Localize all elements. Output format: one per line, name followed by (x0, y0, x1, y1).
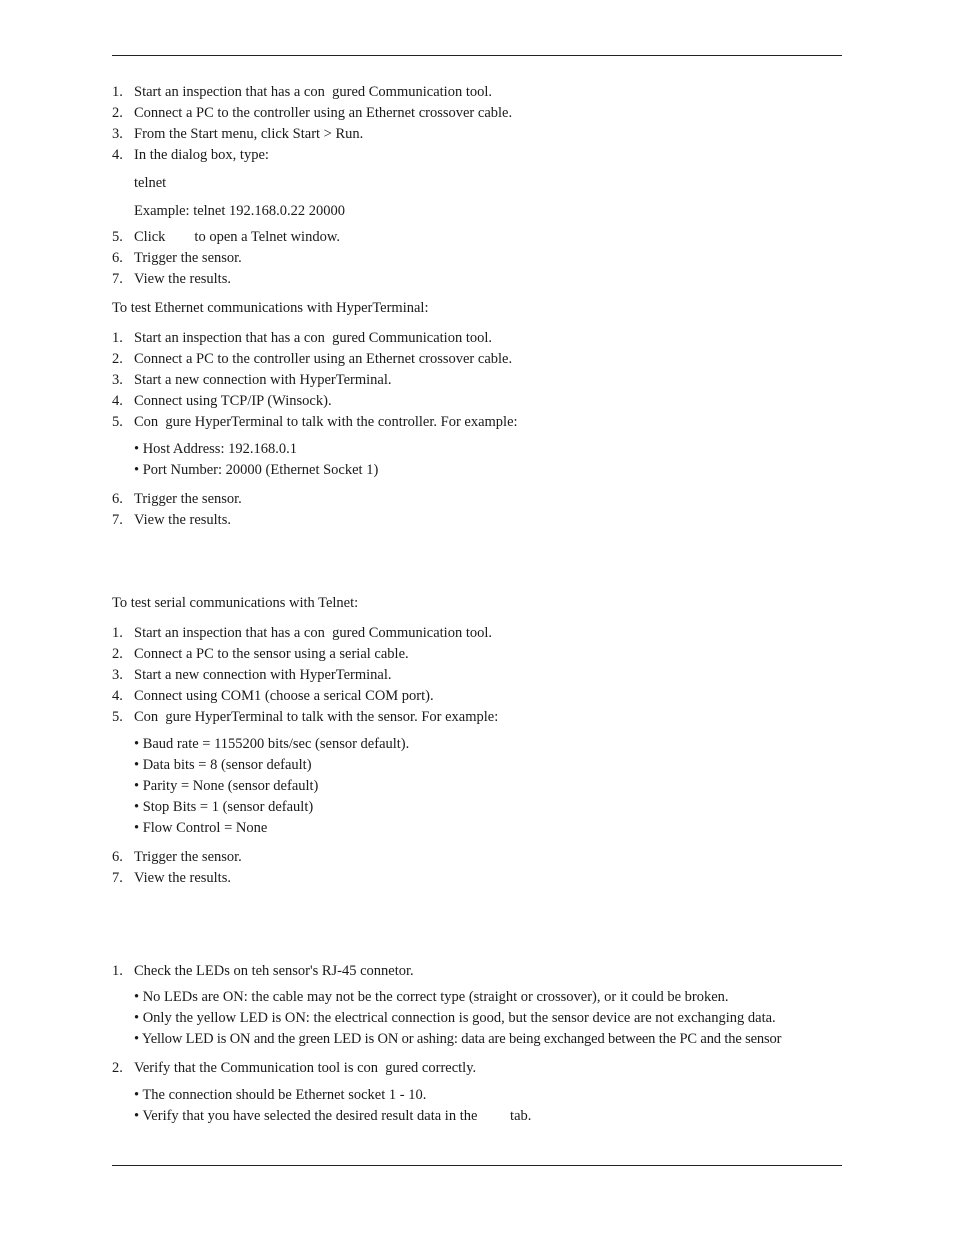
step-text: Start an inspection that has a con gured Communication tool. (134, 330, 492, 346)
step-number: 7. (112, 512, 123, 528)
step-text: View the results. (134, 271, 231, 287)
bullet-item: • Only the yellow LED is ON: the electrical connection is good, but the sensor device are not exchanging data. (134, 1010, 776, 1026)
step-text: In the dialog box, type: (134, 147, 269, 163)
bullet-item: • Baud rate = 1155200 bits/sec (sensor default). (134, 736, 410, 752)
step-text: Start a new connection with HyperTerminal. (134, 667, 392, 683)
step-text: Connect a PC to the controller using an Ethernet crossover cable. (134, 105, 513, 121)
step-text: Start an inspection that has a con gured Communication tool. (134, 625, 492, 641)
bullet-item: • Parity = None (sensor default) (134, 778, 319, 794)
command-text: telnet (134, 175, 167, 191)
section-intro: To test serial communications with Telnet: (112, 595, 359, 611)
step-number: 5. (112, 414, 123, 430)
step-text: Verify that the Communication tool is con gured correctly. (134, 1060, 477, 1076)
step-number: 2. (112, 1060, 123, 1076)
step-text: Connect a PC to the controller using an Ethernet crossover cable. (134, 351, 513, 367)
bullet-item: • Flow Control = None (134, 820, 268, 836)
step-number: 6. (112, 491, 123, 507)
step-number: 1. (112, 330, 123, 346)
bullet-item: • Verify that you have selected the desired result data in the tab. (134, 1108, 532, 1124)
step-number: 4. (112, 688, 123, 704)
step-text: Check the LEDs on teh sensor's RJ-45 connetor. (134, 963, 414, 979)
step-text: View the results. (134, 512, 231, 528)
step-number: 3. (112, 667, 123, 683)
step-number: 6. (112, 250, 123, 266)
step-text: Con gure HyperTerminal to talk with the controller. For example: (134, 414, 518, 430)
step-text: Connect using COM1 (choose a serical COM port). (134, 688, 434, 704)
step-number: 1. (112, 963, 123, 979)
step-number: 3. (112, 372, 123, 388)
step-text: Click to open a Telnet window. (134, 229, 340, 245)
step-text: Con gure HyperTerminal to talk with the sensor. For example: (134, 709, 499, 725)
step-number: 5. (112, 229, 123, 245)
step-number: 4. (112, 393, 123, 409)
step-text: Connect using TCP/IP (Winsock). (134, 393, 332, 409)
header-rule (112, 55, 842, 56)
step-text: Trigger the sensor. (134, 849, 242, 865)
bullet-item: • Host Address: 192.168.0.1 (134, 441, 297, 457)
bullet-item: • Port Number: 20000 (Ethernet Socket 1) (134, 462, 379, 478)
bullet-item: • Yellow LED is ON and the green LED is ON or ashing: data are being exchanged between the PC and the sensor (134, 1031, 782, 1047)
step-number: 2. (112, 351, 123, 367)
step-number: 7. (112, 271, 123, 287)
step-number: 2. (112, 105, 123, 121)
step-text: Start a new connection with HyperTerminal. (134, 372, 392, 388)
step-number: 3. (112, 126, 123, 142)
step-text: Trigger the sensor. (134, 250, 242, 266)
step-number: 7. (112, 870, 123, 886)
bullet-item: • The connection should be Ethernet socket 1 - 10. (134, 1087, 427, 1103)
bullet-item: • No LEDs are ON: the cable may not be the correct type (straight or crossover), or it could be broken. (134, 989, 729, 1005)
step-number: 1. (112, 625, 123, 641)
step-text: Connect a PC to the sensor using a serial cable. (134, 646, 409, 662)
step-number: 5. (112, 709, 123, 725)
step-number: 4. (112, 147, 123, 163)
example-text: Example: telnet 192.168.0.22 20000 (134, 203, 346, 219)
bullet-item: • Stop Bits = 1 (sensor default) (134, 799, 314, 815)
step-number: 6. (112, 849, 123, 865)
step-text: Trigger the sensor. (134, 491, 242, 507)
section-intro: To test Ethernet communications with HyperTerminal: (112, 300, 429, 316)
step-number: 1. (112, 84, 123, 100)
step-text: Start an inspection that has a con gured Communication tool. (134, 84, 492, 100)
step-number: 2. (112, 646, 123, 662)
step-text: From the Start menu, click Start > Run. (134, 126, 364, 142)
step-text: View the results. (134, 870, 231, 886)
footer-rule (112, 1165, 842, 1166)
bullet-item: • Data bits = 8 (sensor default) (134, 757, 312, 773)
